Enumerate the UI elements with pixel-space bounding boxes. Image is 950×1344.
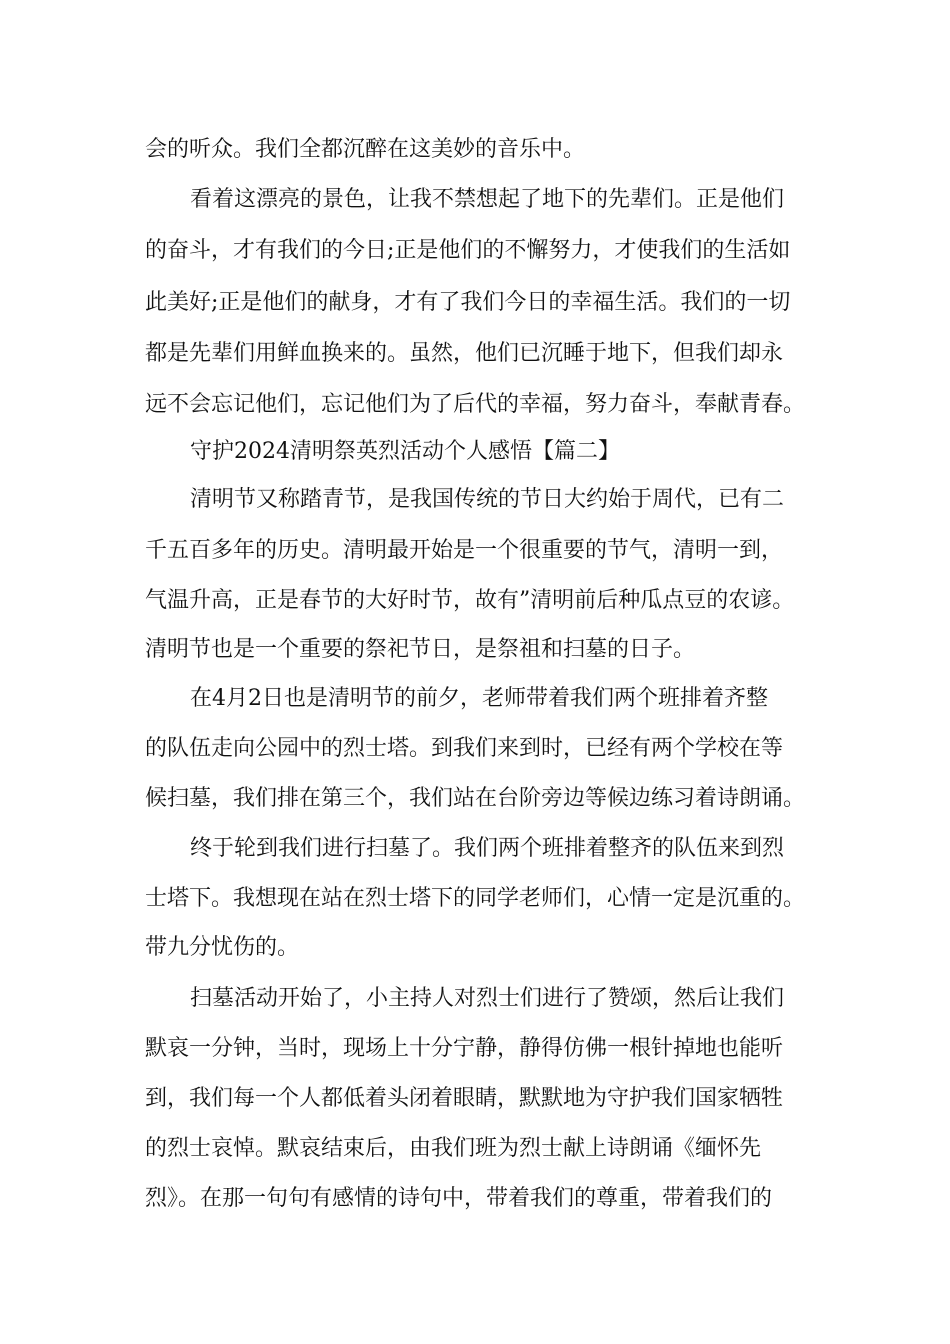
text-line-20: 的烈士哀悼。默哀结束后，由我们班为烈士献上诗朗诵《缅怀先 [145, 1136, 762, 1161]
text-line-3: 的奋斗，才有我们的今日;正是他们的不懈努力，才使我们的生活如 [145, 238, 791, 263]
text-line-9: 气温升高，正是春节的大好时节，故有”清明前后种瓜点豆的农谚。 [145, 588, 795, 613]
text-line-14: 终于轮到我们进行扫墓了。我们两个班排着整齐的队伍来到烈 [190, 836, 785, 861]
text-line-17: 扫墓活动开始了，小主持人对烈士们进行了赞颂，然后让我们 [190, 986, 785, 1011]
text-line-2: 看着这漂亮的景色，让我不禁想起了地下的先辈们。正是他们 [190, 187, 785, 212]
text-line-10: 清明节也是一个重要的祭祀节日，是祭祖和扫墓的日子。 [145, 637, 696, 662]
text-line-4: 此美好;正是他们的献身，才有了我们今日的幸福生活。我们的一切 [145, 290, 791, 315]
text-line-6: 远不会忘记他们，忘记他们为了后代的幸福，努力奋斗，奉献青春。 [145, 392, 806, 417]
text-line-12: 的队伍走向公园中的烈士塔。到我们来到时，已经有两个学校在等 [145, 736, 784, 761]
text-line-11: 在4月2日也是清明节的前夕，老师带着我们两个班排着齐整 [190, 686, 768, 711]
text-line-19: 到，我们每一个人都低着头闭着眼睛，默默地为守护我们国家牺牲 [145, 1086, 784, 1111]
text-line-5: 都是先辈们用鲜血换来的。虽然，他们已沉睡于地下，但我们却永 [145, 341, 784, 366]
text-line-21: 烈》。在那一句句有感情的诗句中，带着我们的尊重，带着我们的 [145, 1186, 773, 1211]
text-line-16: 带九分忧伤的。 [145, 935, 300, 960]
text-line-8: 千五百多年的历史。清明最开始是一个很重要的节气，清明一到， [145, 538, 784, 563]
text-line-18: 默哀一分钟，当时，现场上十分宁静，静得仿佛一根针掉地也能听 [145, 1036, 784, 1061]
text-line-7: 清明节又称踏青节，是我国传统的节日大约始于周代，已有二 [190, 487, 785, 512]
section-heading: 守护2024清明祭英烈活动个人感悟【篇二】 [190, 439, 620, 464]
text-line-13: 候扫墓，我们排在第三个，我们站在台阶旁边等候边练习着诗朗诵。 [145, 786, 806, 811]
text-line-1: 会的听众。我们全都沉醉在这美妙的音乐中。 [145, 137, 586, 162]
text-line-15: 士塔下。我想现在站在烈士塔下的同学老师们，心情一定是沉重的。 [145, 886, 806, 911]
